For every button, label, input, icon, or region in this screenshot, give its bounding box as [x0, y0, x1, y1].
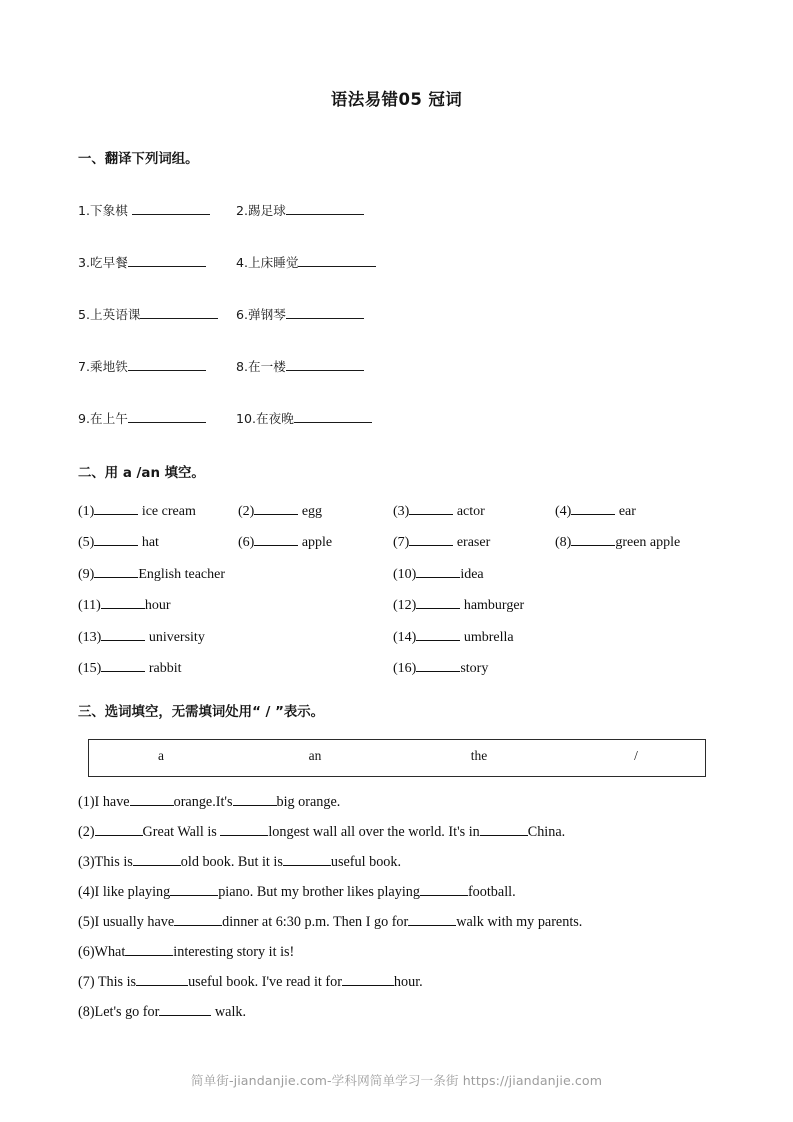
item-word: hat [141, 535, 159, 550]
answer-blank[interactable] [128, 357, 206, 371]
item-num: 6. [236, 307, 249, 322]
answer-blank[interactable] [254, 502, 298, 515]
translate-item-8 [236, 356, 364, 375]
article-item-3 [393, 502, 485, 520]
answer-blank[interactable] [101, 659, 145, 672]
sentence-part: piano. But my brother likes playing [218, 884, 420, 900]
article-item-5 [78, 533, 159, 551]
item-num: (6) [78, 944, 95, 960]
translate-item-10 [236, 408, 372, 427]
answer-blank[interactable] [480, 823, 528, 836]
article-item-6 [238, 533, 332, 551]
answer-blank[interactable] [298, 253, 376, 267]
item-word: actor [456, 504, 485, 519]
item-num: (11) [78, 598, 101, 613]
answer-blank[interactable] [409, 502, 453, 515]
sentence-question-3 [78, 853, 738, 875]
answer-blank[interactable] [140, 305, 218, 319]
translate-item-2 [236, 200, 364, 219]
section-one-heading: 一、翻译下列词组。 [78, 152, 199, 167]
translate-item-6 [236, 304, 364, 323]
item-num: 8. [236, 359, 249, 374]
answer-blank[interactable] [94, 533, 138, 546]
translate-row-3 [78, 304, 718, 326]
article-item-7 [393, 533, 490, 551]
word-bank-option-slash[interactable]: / [634, 748, 638, 763]
item-num: (13) [78, 630, 102, 645]
item-word: university [148, 630, 205, 645]
item-num: (6) [238, 535, 255, 550]
answer-blank[interactable] [94, 502, 138, 515]
answer-blank[interactable] [133, 853, 181, 866]
item-num: (4) [78, 884, 95, 900]
word-bank-option-an[interactable]: an [308, 748, 322, 763]
answer-blank[interactable] [220, 823, 268, 836]
answer-blank[interactable] [101, 596, 145, 609]
sentence-question-5 [78, 913, 738, 935]
sentence-part: China. [527, 824, 566, 840]
item-num: (10) [393, 567, 417, 582]
translate-row-2 [78, 252, 718, 274]
answer-blank[interactable] [159, 1003, 211, 1016]
item-num: 10. [236, 411, 257, 426]
item-word: rabbit [148, 661, 182, 676]
answer-blank[interactable] [128, 253, 206, 267]
answer-blank[interactable] [416, 565, 460, 578]
answer-blank[interactable] [286, 357, 364, 371]
answer-blank[interactable] [571, 533, 615, 546]
article-row-1 [78, 502, 728, 524]
item-num: (9) [78, 567, 95, 582]
item-num: (8) [555, 535, 572, 550]
item-text: 在夜晚 [256, 411, 294, 426]
item-text: 乘地铁 [90, 359, 128, 374]
sentence-part: This is [94, 854, 133, 870]
item-num: (4) [555, 504, 572, 519]
article-item-9 [78, 565, 225, 583]
answer-blank[interactable] [95, 823, 143, 836]
answer-blank[interactable] [416, 659, 460, 672]
item-num: (5) [78, 535, 95, 550]
item-num: 9. [78, 411, 91, 426]
sentence-part: I like playing [94, 884, 171, 900]
sentence-question-7 [78, 973, 738, 995]
answer-blank[interactable] [286, 305, 364, 319]
item-text: 在一楼 [248, 359, 286, 374]
item-word: egg [301, 504, 323, 519]
sentence-part: dinner at 6:30 p.m. Then I go for [222, 914, 409, 930]
item-num: 7. [78, 359, 91, 374]
translate-item-3 [78, 252, 206, 271]
answer-blank[interactable] [294, 409, 372, 423]
article-item-14 [393, 628, 514, 646]
sentence-part: I usually have [94, 914, 175, 930]
item-num: (7) [78, 974, 95, 990]
answer-blank[interactable] [571, 502, 615, 515]
sentence-part: interesting story it is! [173, 944, 295, 960]
item-num: (2) [238, 504, 255, 519]
sentence-part: walk. [211, 1004, 247, 1020]
item-word: apple [301, 535, 333, 550]
sentence-part: walk with my parents. [456, 914, 583, 930]
answer-blank[interactable] [130, 793, 174, 806]
article-row-4 [78, 596, 728, 618]
sentence-part: football. [467, 884, 516, 900]
item-word: English teacher [138, 567, 226, 582]
article-item-13 [78, 628, 205, 646]
article-item-15 [78, 659, 181, 677]
answer-blank[interactable] [286, 201, 364, 215]
sentence-part: orange.It's [173, 794, 233, 810]
sentence-part: Great Wall is [142, 824, 221, 840]
item-text: 在上午 [90, 411, 128, 426]
article-item-16 [393, 659, 488, 677]
item-num: 5. [78, 307, 91, 322]
sentence-part: What [94, 944, 126, 960]
item-num: (1) [78, 794, 95, 810]
translate-row-4 [78, 356, 718, 378]
sentence-part: hour. [393, 974, 423, 990]
item-num: 4. [236, 255, 249, 270]
answer-blank[interactable] [254, 533, 298, 546]
sentence-part: longest wall all over the world. It's in [268, 824, 480, 840]
sentence-part: useful book. I've read it for [188, 974, 342, 990]
article-item-12 [393, 596, 524, 614]
item-text: 弹钢琴 [248, 307, 286, 322]
answer-blank[interactable] [416, 596, 460, 609]
answer-blank[interactable] [132, 201, 210, 215]
section-two-heading: 二、用 a /an 填空。 [78, 466, 205, 481]
answer-blank[interactable] [283, 853, 331, 866]
sentence-part: I have [94, 794, 130, 810]
item-word: ice cream [141, 504, 196, 519]
answer-blank[interactable] [128, 409, 206, 423]
sentence-question-8 [78, 1003, 738, 1025]
answer-blank[interactable] [416, 628, 460, 641]
item-text: 上床睡觉 [248, 255, 299, 270]
answer-blank[interactable] [409, 533, 453, 546]
item-num: (16) [393, 661, 417, 676]
item-num: (2) [78, 824, 95, 840]
sentence-question-6 [78, 943, 738, 965]
answer-blank[interactable] [174, 913, 222, 926]
sentence-part: Let's go for [94, 1004, 160, 1020]
word-bank-option-the[interactable]: the [470, 748, 488, 763]
answer-blank[interactable] [170, 883, 218, 896]
item-num: (15) [78, 661, 102, 676]
sentence-part: old book. But it is [180, 854, 283, 870]
item-num: 2. [236, 203, 249, 218]
item-num: (1) [78, 504, 95, 519]
sentence-question-1 [78, 793, 738, 815]
item-word: green apple [615, 535, 681, 550]
item-word: umbrella [463, 630, 514, 645]
item-num: (7) [393, 535, 410, 550]
translate-item-5 [78, 304, 218, 323]
item-word: story [460, 661, 489, 676]
sentence-question-2 [78, 823, 738, 845]
answer-blank[interactable] [101, 628, 145, 641]
sentence-part: This is [94, 974, 137, 990]
translate-item-1 [78, 200, 210, 219]
article-item-10 [393, 565, 484, 583]
item-text: 踢足球 [248, 203, 286, 218]
article-item-11 [78, 596, 170, 614]
answer-blank[interactable] [94, 565, 138, 578]
sentence-part: useful book. [330, 854, 402, 870]
article-item-2 [238, 502, 322, 520]
item-text: 下象棋 [90, 203, 132, 218]
article-item-8 [555, 533, 680, 551]
translate-item-4 [236, 252, 376, 271]
answer-blank[interactable] [233, 793, 277, 806]
item-num: (14) [393, 630, 417, 645]
article-row-6 [78, 659, 728, 681]
translate-row-1 [78, 200, 718, 222]
answer-blank[interactable] [125, 943, 173, 956]
item-num: (3) [78, 854, 95, 870]
article-row-3 [78, 565, 728, 587]
answer-blank[interactable] [342, 973, 394, 986]
item-num: (3) [393, 504, 410, 519]
footer-watermark: 简单街-jiandanjie.com-学科网简单学习一条街 https://jiandanjie.com [190, 1073, 603, 1088]
translate-item-7 [78, 356, 206, 375]
item-num: 1. [78, 203, 91, 218]
word-bank-box [88, 739, 706, 777]
answer-blank[interactable] [420, 883, 468, 896]
article-item-1 [78, 502, 196, 520]
answer-blank[interactable] [136, 973, 188, 986]
item-num: (8) [78, 1004, 95, 1020]
article-row-5 [78, 628, 728, 650]
item-num: (12) [393, 598, 417, 613]
article-item-4 [555, 502, 636, 520]
translate-item-9 [78, 408, 206, 427]
answer-blank[interactable] [408, 913, 456, 926]
item-word: hamburger [463, 598, 525, 613]
item-num: (5) [78, 914, 95, 930]
item-word: eraser [456, 535, 491, 550]
sentence-part: big orange. [276, 794, 341, 810]
item-word: idea [460, 567, 484, 582]
section-three-heading: 三、选词填空，无需填词处用“ / ”表示。 [78, 705, 325, 720]
item-text: 吃早餐 [90, 255, 128, 270]
item-word: ear [618, 504, 636, 519]
item-word: hour [144, 598, 171, 613]
item-text: 上英语课 [90, 307, 141, 322]
word-bank-option-a[interactable]: a [158, 748, 164, 763]
sentence-question-4 [78, 883, 738, 905]
item-num: 3. [78, 255, 91, 270]
translate-row-5 [78, 408, 718, 430]
article-row-2 [78, 533, 728, 555]
page-title: 语法易错05 冠词 [330, 90, 463, 109]
